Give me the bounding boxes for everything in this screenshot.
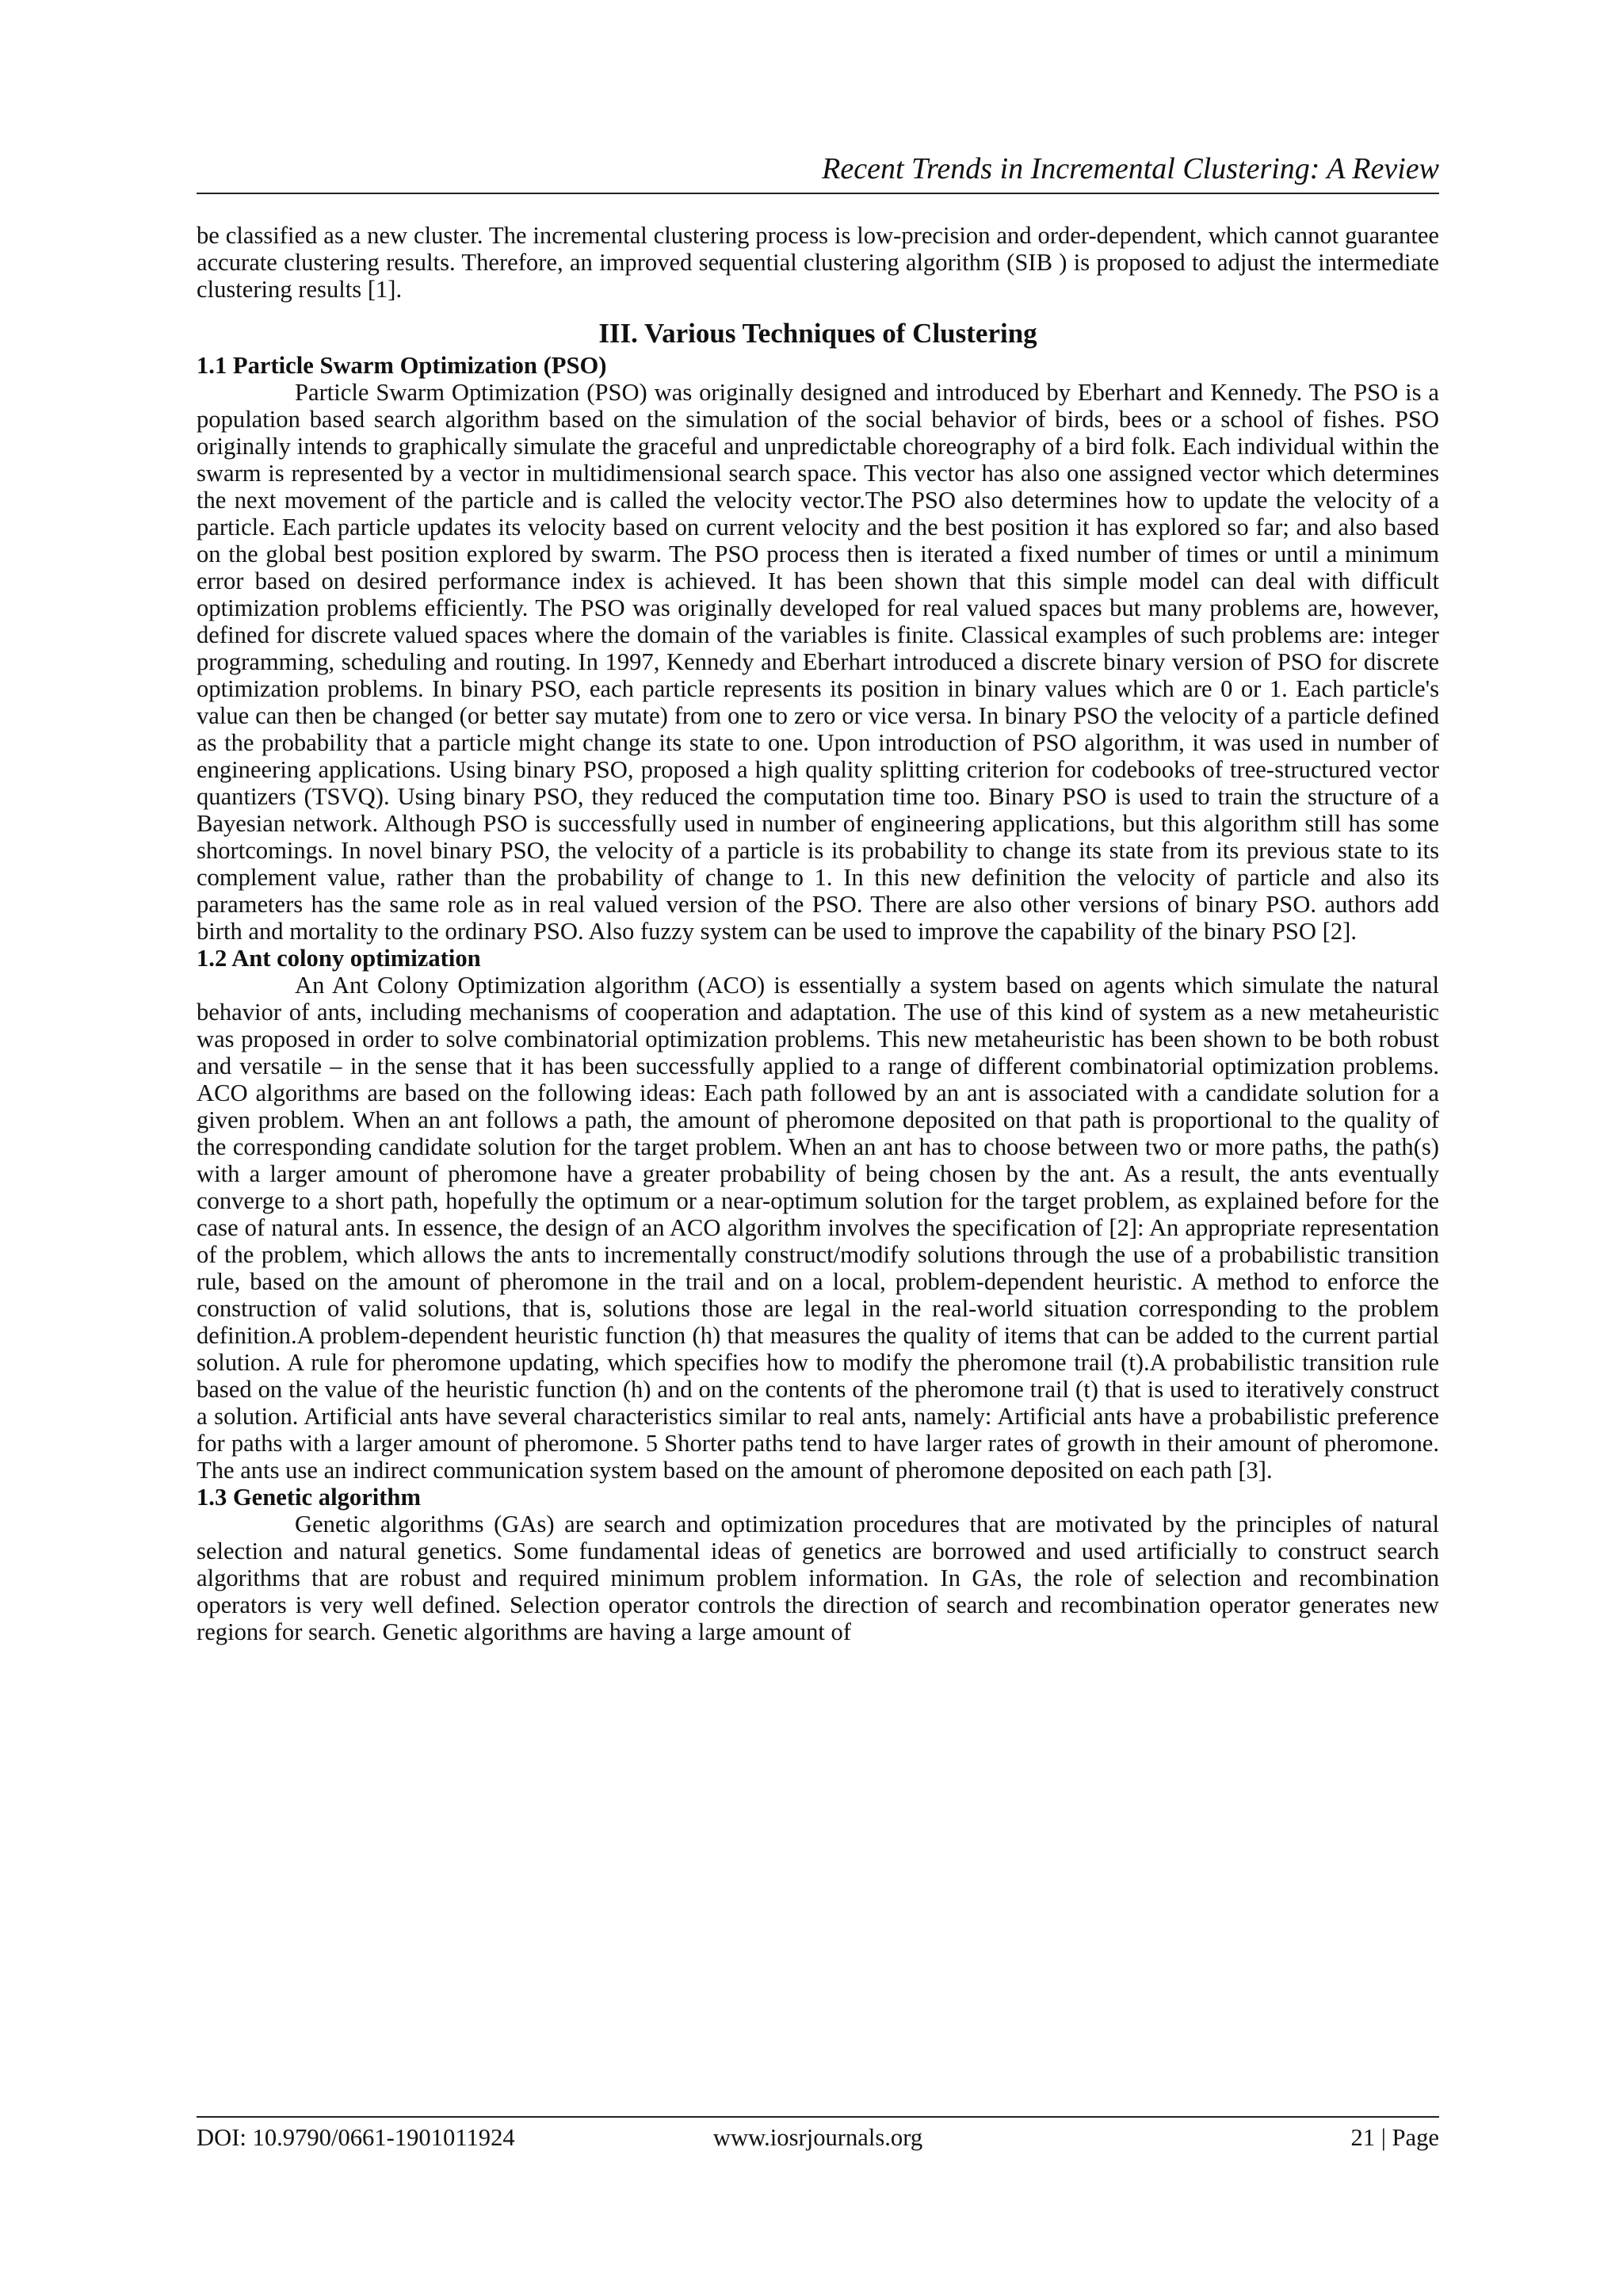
section-title: III. Various Techniques of Clustering — [598, 318, 1037, 349]
aco-paragraph: An Ant Colony Optimization algorithm (ACO) is essentially a system based on agents which simulate the natural behavior of ants, including mechanisms of cooperation and adaptation. The use of this kind of system as a new metaheuristic was proposed in order to solve combinatorial optimization problems. This new metaheuristic has been shown to be both robust and versatile – in the sense that it has been successfully applied to a range of different combinatorial optimization problems. ACO algorithms are based on the following ideas: Each path followed by an ant is associated with a candidate solution for a given problem. When an ant follows a path, the amount of pheromone deposited on that path is proportional to the quality of the corresponding candidate solution for the target problem. When an ant has to choose between two or more paths, the path(s) with a larger amount of pheromone have a greater probability of being chosen by the ant. As a result, the ants eventually converge to a short path, hopefully the optimum or a near-optimum solution for the target problem, as explained before for the case of natural ants. In essence, the design of an ACO algorithm involves the specification of [2]: An appropriate representation of the problem, which allows the ants to incrementally construct/modify solutions through the use of a probabilistic transition rule, based on the amount of pheromone in the trail and on a local, problem-dependent heuristic. A method to enforce the construction of valid solutions, that is, solutions those are legal in the real-world situation corresponding to the problem definition.A problem-dependent heuristic function (h) that measures the quality of items that can be added to the current partial solution. A rule for pheromone updating, which specifies how to modify the pheromone trail (t).A probabilistic transition rule based on the value of the heuristic function (h) and on the contents of the pheromone trail (t) that is used to iteratively construct a solution. Artificial ants have several characteristics similar to real ants, namely: Artificial ants have a probabilistic preference for paths with a larger amount of pheromone. 5 Shorter paths tend to have larger rates of growth in their amount of pheromone. The ants use an indirect communication system based on the amount of pheromone deposited on each path [3]. — [197, 972, 1439, 1484]
pso-heading: 1.1 Particle Swarm Optimization (PSO) — [197, 352, 607, 379]
page-footer — [197, 2122, 1439, 2154]
intro-paragraph: be classified as a new cluster. The incremental clustering process is low-precision and order-dependent, which cannot guarantee accurate clustering results. Therefore, an improved sequential clustering algorithm (SIB ) is proposed to adjust the intermediate clustering results [1]. — [197, 222, 1439, 303]
page-body — [197, 222, 1439, 1645]
aco-heading: 1.2 Ant colony optimization — [197, 945, 481, 972]
pso-paragraph: Particle Swarm Optimization (PSO) was originally designed and introduced by Eberhart and Kennedy. The PSO is a population based search algorithm based on the simulation of the social behavior of birds, bees or a school of fishes. PSO originally intends to graphically simulate the graceful and unpredictable choreography of a bird folk. Each individual within the swarm is represented by a vector in multidimensional search space. This vector has also one assigned vector which determines the next movement of the particle and is called the velocity vector.The PSO also determines how to update the velocity of a particle. Each particle updates its velocity based on current velocity and the best position it has explored so far; and also based on the global best position explored by swarm. The PSO process then is iterated a fixed number of times or until a minimum error based on desired performance index is achieved. It has been shown that this simple model can deal with difficult optimization problems efficiently. The PSO was originally developed for real valued spaces but many problems are, however, defined for discrete valued spaces where the domain of the variables is finite. Classical examples of such problems are: integer programming, scheduling and routing. In 1997, Kennedy and Eberhart introduced a discrete binary version of PSO for discrete optimization problems. In binary PSO, each particle represents its position in binary values which are 0 or 1. Each particle's value can then be changed (or better say mutate) from one to zero or vice versa. In binary PSO the velocity of a particle defined as the probability that a particle might change its state to one. Upon introduction of PSO algorithm, it was used in number of engineering applications. Using binary PSO, proposed a high quality splitting criterion for codebooks of tree-structured vector quantizers (TSVQ). Using binary PSO, they reduced the computation time too. Binary PSO is used to train the structure of a Bayesian network. Although PSO is successfully used in number of engineering applications, but this algorithm still has some shortcomings. In novel binary PSO, the velocity of a particle is its probability to change its state from its previous state to its complement value, rather than the probability of change to 1. In this new definition the velocity of particle and also its parameters has the same role as in real valued version of the PSO. There are also other versions of binary PSO. authors add birth and mortality to the ordinary PSO. Also fuzzy system can be used to improve the capability of the binary PSO [2]. — [197, 379, 1439, 945]
footer-page-number: 21 | Page — [1350, 2124, 1439, 2151]
header-rule — [197, 193, 1439, 194]
ga-paragraph: Genetic algorithms (GAs) are search and optimization procedures that are motivated by the principles of natural selection and natural genetics. Some fundamental ideas of genetics are borrowed and used artificially to construct search algorithms that are robust and required minimum problem information. In GAs, the role of selection and recombination operators is very well defined. Selection operator controls the direction of search and recombination operator generates new regions for search. Genetic algorithms are having a large amount of — [197, 1511, 1439, 1645]
running-header-title: Recent Trends in Incremental Clustering: A Review — [822, 152, 1439, 185]
footer-website: www.iosrjournals.org — [712, 2124, 923, 2151]
ga-heading: 1.3 Genetic algorithm — [197, 1484, 421, 1511]
footer-doi: DOI: 10.9790/0661-1901011924 — [197, 2124, 515, 2151]
footer-rule — [197, 2116, 1439, 2118]
